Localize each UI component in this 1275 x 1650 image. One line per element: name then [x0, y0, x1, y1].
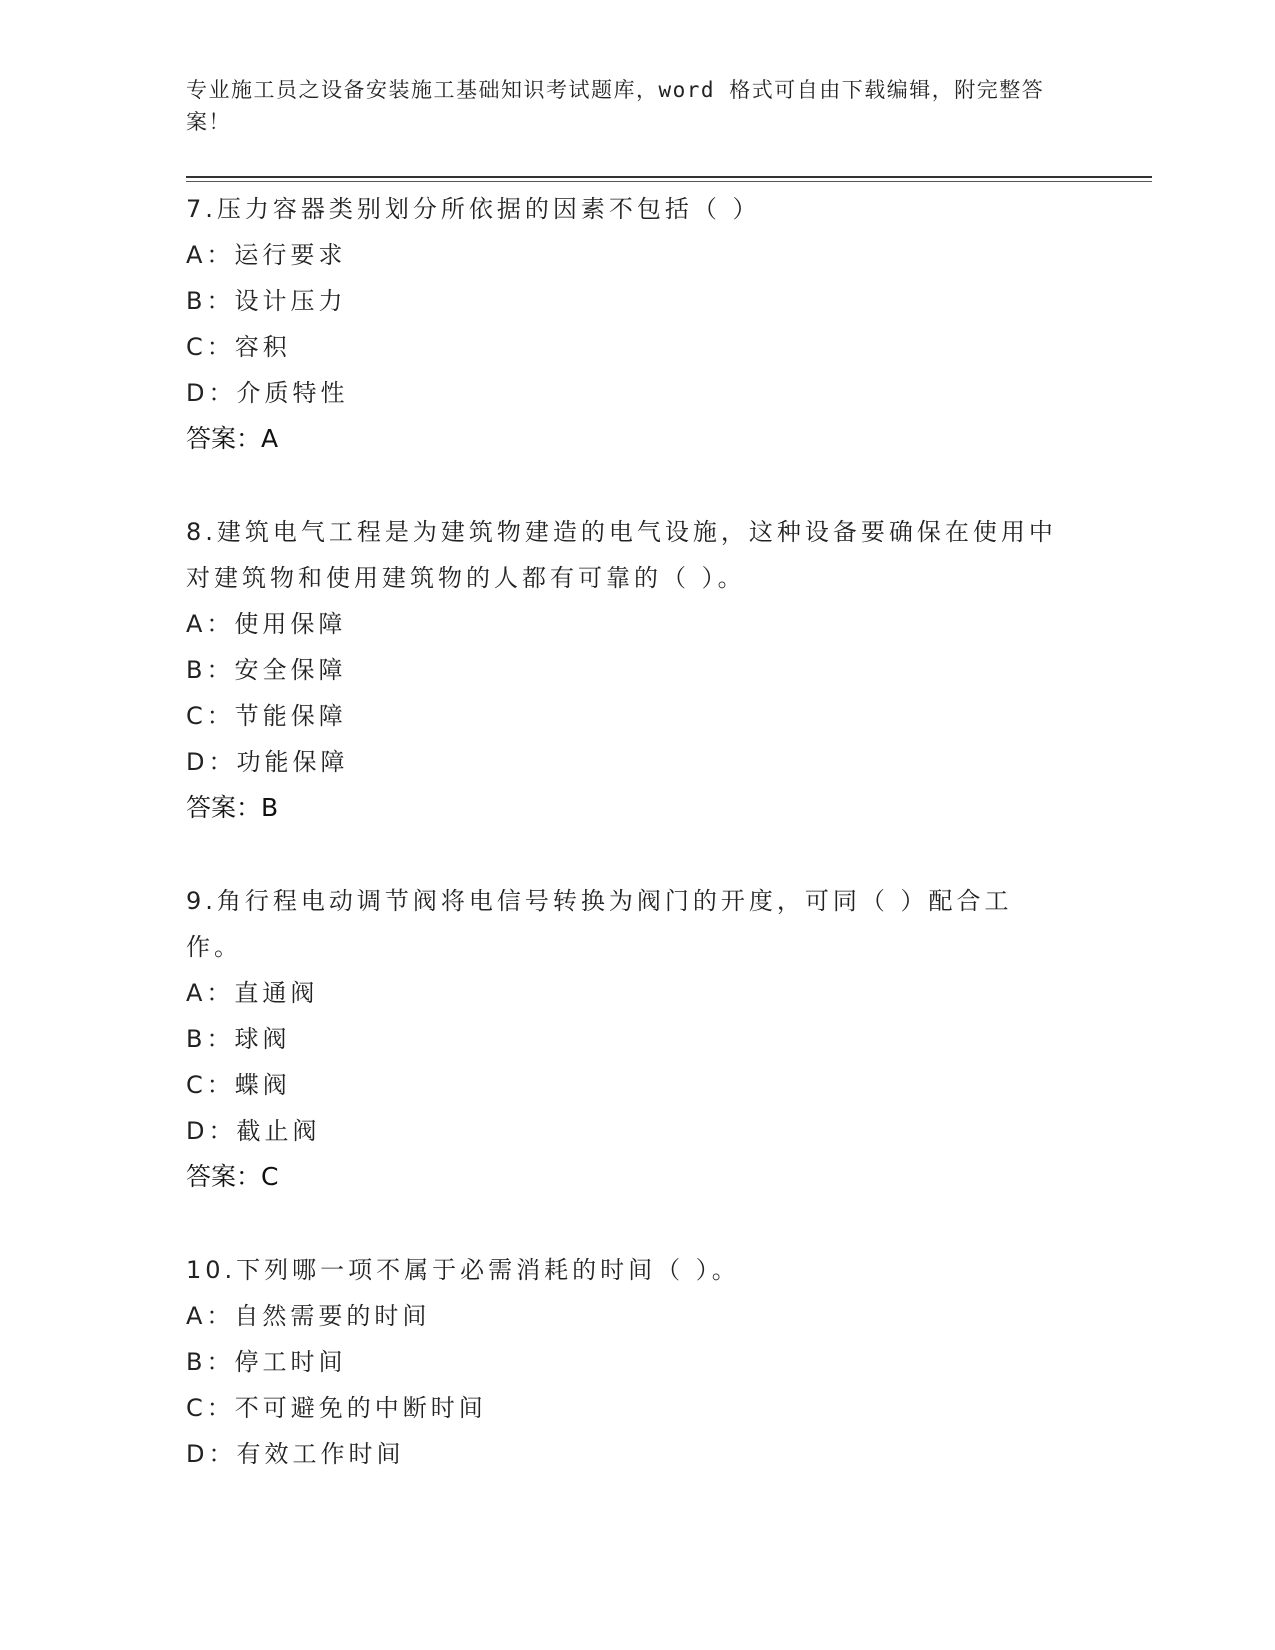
- question-stem: 8.建筑电气工程是为建筑物建造的电气设施，这种设备要确保在使用中对建筑物和使用建筑物的人都有可靠的（ ）。: [186, 518, 1057, 592]
- header-divider-thick: [186, 176, 1152, 178]
- option-c: C：容积: [186, 333, 291, 361]
- question-stem: 9.角行程电动调节阀将电信号转换为阀门的开度，可同（ ）配合工作。: [186, 887, 1013, 961]
- question-8: [186, 509, 1086, 831]
- question-stem: 10.下列哪一项不属于必需消耗的时间（ ）。: [186, 1256, 740, 1284]
- question-9: [186, 878, 1086, 1200]
- answer-line: 答案：B: [186, 793, 279, 822]
- question-list: [186, 186, 1086, 1524]
- option-c: C：节能保障: [186, 702, 347, 730]
- answer-line: 答案：A: [186, 424, 279, 453]
- option-b: B：设计压力: [186, 287, 347, 315]
- option-d: D：功能保障: [186, 748, 349, 776]
- option-d: D：截止阀: [186, 1117, 321, 1145]
- document-header: 专业施工员之设备安装施工基础知识考试题库，word 格式可自由下载编辑，附完整答案！: [186, 78, 1045, 134]
- option-a: A：使用保障: [186, 610, 347, 638]
- question-10: [186, 1247, 1086, 1477]
- option-d: D：有效工作时间: [186, 1440, 405, 1468]
- option-a: A：自然需要的时间: [186, 1302, 431, 1330]
- option-a: A：直通阀: [186, 979, 319, 1007]
- option-d: D：介质特性: [186, 379, 349, 407]
- option-b: B：停工时间: [186, 1348, 347, 1376]
- option-c: C：不可避免的中断时间: [186, 1394, 487, 1422]
- question-7: [186, 186, 1086, 462]
- option-c: C：蝶阀: [186, 1071, 291, 1099]
- option-b: B：球阀: [186, 1025, 291, 1053]
- header-divider-thin: [186, 181, 1152, 182]
- answer-line: 答案：C: [186, 1162, 279, 1191]
- question-stem: 7.压力容器类别划分所依据的因素不包括（ ）: [186, 195, 761, 223]
- option-b: B：安全保障: [186, 656, 347, 684]
- option-a: A：运行要求: [186, 241, 347, 269]
